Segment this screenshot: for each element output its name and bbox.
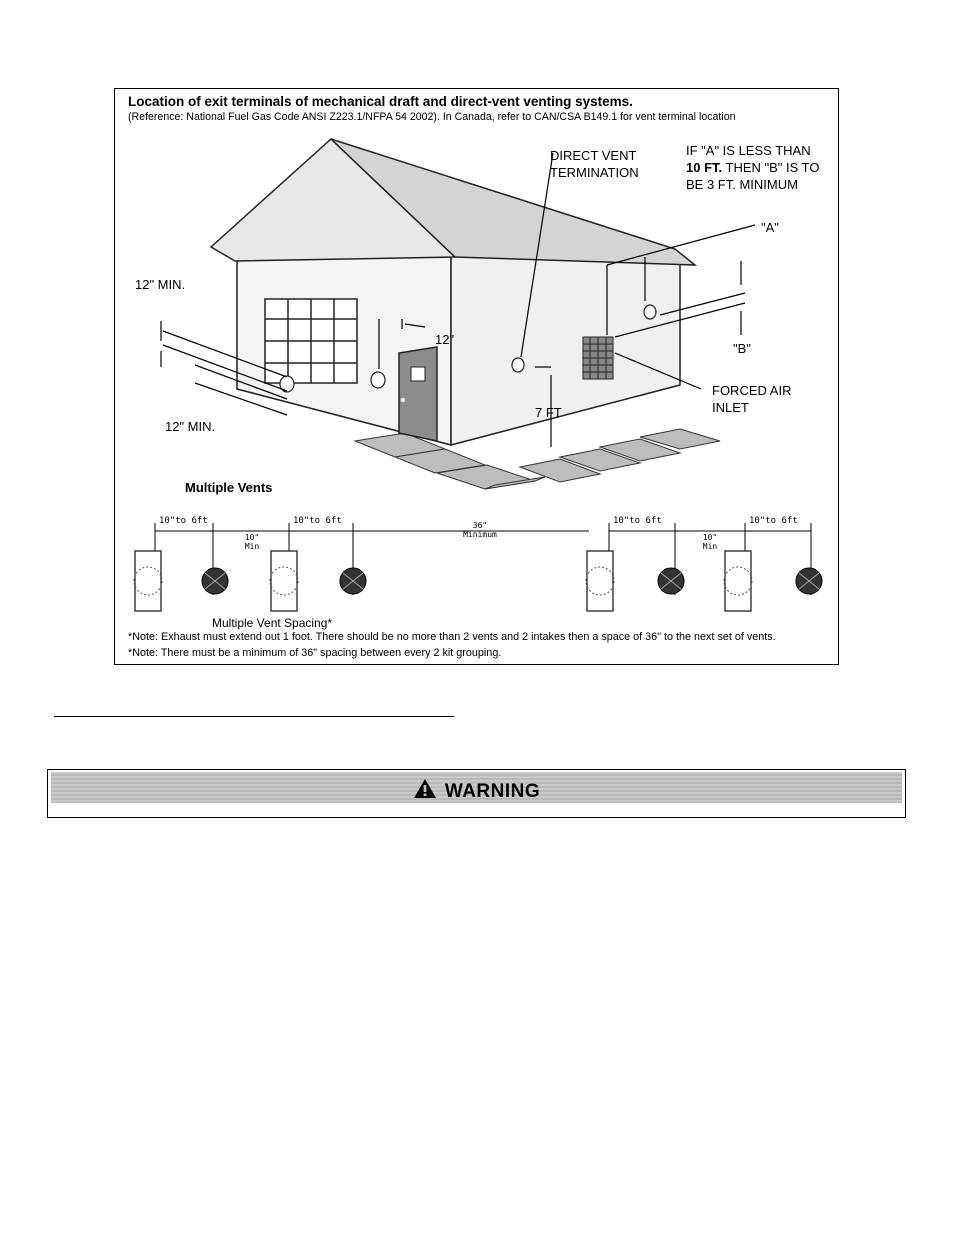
warning-label: WARNING	[444, 781, 541, 802]
direct-vent-label-line1: DIRECT VENT	[550, 148, 637, 163]
seven-ft-label: 7 FT	[535, 405, 562, 420]
direct-vent-label-line2: TERMINATION	[550, 165, 639, 180]
forced-air-label-line1: FORCED AIR	[712, 383, 792, 398]
door	[399, 347, 437, 441]
a-label: "A"	[761, 220, 779, 235]
warning-header-band	[51, 772, 902, 803]
min-10in-a	[237, 533, 267, 551]
min-10in-a-value: 10"	[244, 533, 260, 542]
dim-10in-6ft-4: 10"to 6ft	[749, 516, 798, 526]
condition-line3: BE 3 FT. MINIMUM	[686, 177, 798, 192]
warning-triangle-icon	[413, 778, 437, 805]
note-spacing: *Note: There must be a minimum of 36" spacing between every 2 kit grouping.	[128, 647, 502, 659]
warning-box	[47, 769, 906, 818]
multiple-vents-title: Multiple Vents	[185, 480, 273, 495]
min-12-bottom-label: 12" MIN.	[165, 419, 216, 434]
note-exhaust: *Note: Exhaust must extend out 1 foot. There should be no more than 2 vents and 2 intakes then a space of 36" to the next set of vents.	[128, 631, 776, 643]
figure-title: Location of exit terminals of mechanical draft and direct-vent venting systems.	[128, 94, 633, 109]
min-36in-value: 36"	[472, 521, 488, 530]
forced-air-inlet-grille	[583, 337, 613, 379]
dim-10in-6ft-3: 10"to 6ft	[613, 516, 662, 526]
condition-line1: IF "A" IS LESS THAN	[686, 143, 811, 158]
condition-rest: THEN "B" IS TO	[722, 160, 820, 175]
min-10in-b-unit: Min	[702, 542, 718, 551]
dim-10in-6ft-1: 10"to 6ft	[159, 516, 208, 526]
min-36in-unit: Minimum	[463, 530, 497, 539]
min-10in-b	[695, 533, 725, 551]
ground-pavers	[355, 429, 720, 489]
min-10in-a-unit: Min	[244, 542, 260, 551]
venting-diagram-figure	[114, 88, 839, 665]
condition-bold: 10 FT.	[686, 160, 723, 175]
forced-air-label-line2: INLET	[712, 400, 749, 415]
min-12-top-label: 12" MIN.	[135, 277, 186, 292]
multiple-vent-spacing-label: Multiple Vent Spacing*	[212, 616, 333, 630]
window	[265, 299, 357, 383]
condition-line2	[686, 160, 820, 176]
warning-heading	[51, 778, 902, 805]
dim-10in-6ft-2: 10"to 6ft	[293, 516, 342, 526]
b-label: "B"	[733, 341, 751, 356]
house-side-wall	[451, 255, 680, 445]
min-36in	[450, 521, 510, 539]
twelve-inch-label: 12"	[435, 332, 455, 347]
section-rule	[54, 716, 454, 717]
min-10in-b-value: 10"	[702, 533, 718, 542]
figure-reference: (Reference: National Fuel Gas Code ANSI Z223.1/NFPA 54 2002). In Canada, refer to CAN/CSA B149.1 for vent terminal location	[128, 111, 736, 123]
